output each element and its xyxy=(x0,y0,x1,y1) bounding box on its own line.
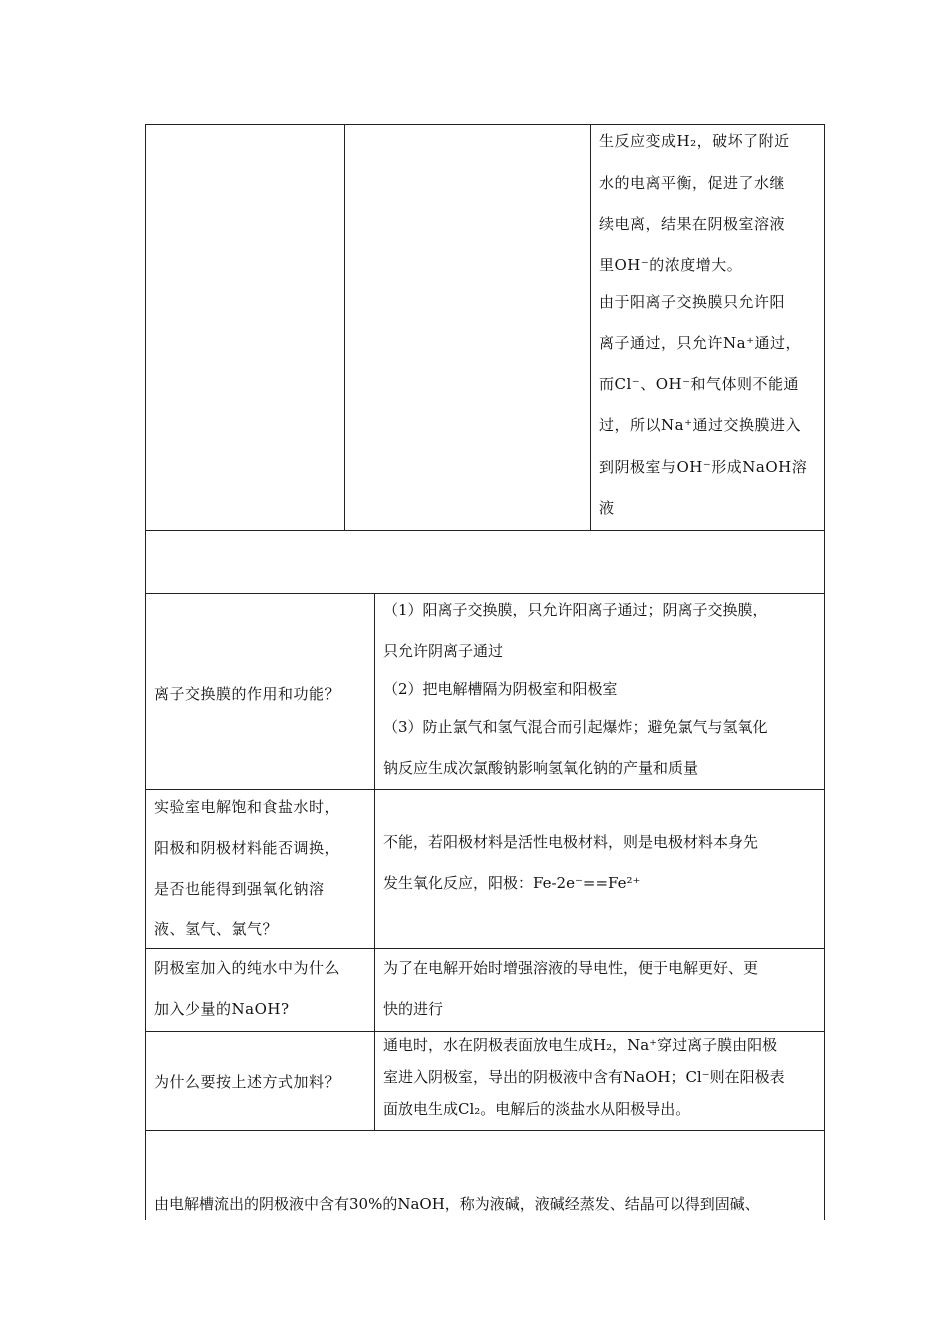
text-line: 为了在电解开始时增强溶液的导电性，便于电解更好、更 xyxy=(383,959,759,977)
text-line: 通电时，水在阴极表面放电生成H₂，Na⁺穿过离子膜由阳极 xyxy=(383,1036,778,1054)
row-line-5 xyxy=(145,1031,825,1032)
text-line: 由于阳离子交换膜只允许阳 xyxy=(599,293,786,311)
row-line-4 xyxy=(145,948,825,949)
text-line: 里OH⁻的浓度增大。 xyxy=(599,256,743,274)
text-line: 阳极和阴极材料能否调换， xyxy=(154,839,341,857)
feed-question: 为什么要按上述方式加料？ xyxy=(154,1073,341,1091)
membrane-question: 离子交换膜的作用和功能？ xyxy=(154,685,341,703)
row-line-3 xyxy=(145,789,825,790)
text-line: 液、氢气、氯气？ xyxy=(154,920,279,938)
text-line: 快的进行 xyxy=(383,1000,444,1018)
text-line: 发生氧化反应，阳极：Fe-2e⁻==Fe²⁺ xyxy=(383,874,641,892)
text-line: （1）阳离子交换膜，只允许阳离子通过；阴离子交换膜， xyxy=(383,601,768,619)
text-line: 实验室电解饱和食盐水时， xyxy=(154,798,341,816)
text-line: 面放电生成Cl₂。电解后的淡盐水从阳极导出。 xyxy=(383,1100,691,1118)
row1-divider-2 xyxy=(590,124,591,531)
row-line-2 xyxy=(145,593,825,594)
row-line-6 xyxy=(145,1130,825,1131)
table-border-right xyxy=(824,124,825,1220)
text-line: 阴极室加入的纯水中为什么 xyxy=(154,959,341,977)
text-line: 不能，若阳极材料是活性电极材料，则是电极材料本身先 xyxy=(383,833,759,851)
text-line: 离子通过，只允许Na⁺通过， xyxy=(599,334,801,352)
text-line: 液 xyxy=(599,499,615,517)
text-line: （3）防止氯气和氢气混合而引起爆炸；避免氯气与氢氧化 xyxy=(383,718,768,736)
text-line: 室进入阴极室，导出的阴极液中含有NaOH；Cl⁻则在阳极表 xyxy=(383,1068,785,1086)
text-line: 到阴极室与OH⁻形成NaOH溶 xyxy=(599,458,808,476)
qa-divider xyxy=(374,593,375,1131)
text-line: 而Cl⁻、OH⁻和气体则不能通 xyxy=(599,375,799,393)
text-line: 过，所以Na⁺通过交换膜进入 xyxy=(599,416,801,434)
text-line: 续电离，结果在阴极室溶液 xyxy=(599,215,786,233)
text-line: 加入少量的NaOH? xyxy=(154,1000,290,1018)
text-line: 生反应变成H₂，破坏了附近 xyxy=(599,132,790,150)
text-line: 钠反应生成次氯酸钠影响氢氧化钠的产量和质量 xyxy=(383,759,699,777)
table-border-top xyxy=(145,124,825,125)
last-row-text: 由电解槽流出的阴极液中含有30%的NaOH，称为液碱，液碱经蒸发、结晶可以得到固碱、 xyxy=(154,1195,760,1213)
text-line: 只允许阴离子通过 xyxy=(383,642,504,660)
text-line: 水的电离平衡，促进了水继 xyxy=(599,174,786,192)
text-line: 是否也能得到强氧化钠溶 xyxy=(154,880,325,898)
row-line-1 xyxy=(145,530,825,531)
text-line: （2）把电解槽隔为阴极室和阳极室 xyxy=(383,680,618,698)
row1-divider-1 xyxy=(344,124,345,531)
table-border-left xyxy=(145,124,146,1220)
